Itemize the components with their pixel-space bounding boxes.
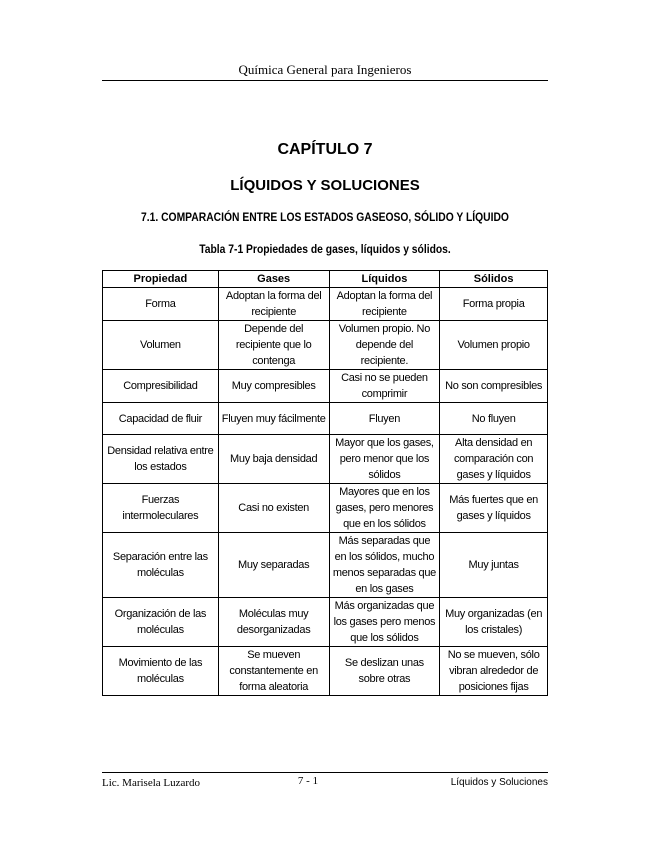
table-cell: Forma propia <box>440 288 548 321</box>
table-cell: Depende del recipiente que lo contenga <box>218 321 329 370</box>
chapter-number: CAPÍTULO 7 <box>277 141 373 158</box>
table-cell: Se mueven constantemente en forma aleatoria <box>218 647 329 696</box>
table-row <box>103 435 548 484</box>
table-cell: Más organizadas que los gases pero menos que los sólidos <box>329 598 440 647</box>
table-cell: No fluyen <box>440 403 548 435</box>
table-cell: Capacidad de fluir <box>103 403 219 435</box>
table-cell: Más fuertes que en gases y líquidos <box>440 484 548 533</box>
table-row <box>103 403 548 435</box>
table-row <box>103 321 548 370</box>
chapter-title: LÍQUIDOS Y SOLUCIONES <box>230 177 420 194</box>
table-cell: Muy organizadas (en los cristales) <box>440 598 548 647</box>
table-caption: Tabla 7-1 Propiedades de gases, líquidos y sólidos. <box>199 242 451 256</box>
table-row <box>103 533 548 598</box>
table-cell: Se deslizan unas sobre otras <box>329 647 440 696</box>
table-row <box>103 647 548 696</box>
table-row <box>103 598 548 647</box>
table-cell: Separación entre las moléculas <box>103 533 219 598</box>
table-cell: Forma <box>103 288 219 321</box>
header-cell: Gases <box>218 271 329 288</box>
table-cell: Adoptan la forma del recipiente <box>329 288 440 321</box>
section-heading: 7.1. COMPARACIÓN ENTRE LOS ESTADOS GASEOSO, SÓLIDO Y LÍQUIDO <box>141 210 509 224</box>
properties-table <box>102 270 548 696</box>
table-cell: Muy separadas <box>218 533 329 598</box>
table-cell: Casi no existen <box>218 484 329 533</box>
header-rule <box>102 80 548 81</box>
table-cell: Fluyen <box>329 403 440 435</box>
header-cell: Sólidos <box>440 271 548 288</box>
table-cell: Mayor que los gases, pero menor que los sólidos <box>329 435 440 484</box>
table-cell: Volumen <box>103 321 219 370</box>
table-cell: Fuerzas intermoleculares <box>103 484 219 533</box>
table-cell: No son compresibles <box>440 370 548 403</box>
table-cell: Densidad relativa entre los estados <box>103 435 219 484</box>
table-cell: Moléculas muy desorganizadas <box>218 598 329 647</box>
footer-rule <box>102 772 548 773</box>
table-cell: Alta densidad en comparación con gases y líquidos <box>440 435 548 484</box>
table-cell: Casi no se pueden comprimir <box>329 370 440 403</box>
table-cell: Compresibilidad <box>103 370 219 403</box>
page-number: 7 - 1 <box>297 775 319 787</box>
table-cell: No se mueven, sólo vibran alrededor de posiciones fijas <box>440 647 548 696</box>
table-cell: Muy compresibles <box>218 370 329 403</box>
footer-author: Lic. Marisela Luzardo <box>102 777 201 789</box>
footer-chapter-name: Líquidos y Soluciones <box>450 777 548 788</box>
table-row <box>103 370 548 403</box>
header-cell: Líquidos <box>329 271 440 288</box>
table-cell: Muy juntas <box>440 533 548 598</box>
table-cell: Volumen propio <box>440 321 548 370</box>
table-cell: Movimiento de las moléculas <box>103 647 219 696</box>
table-cell: Muy baja densidad <box>218 435 329 484</box>
table-cell: Más separadas que en los sólidos, mucho menos separadas que en los gases <box>329 533 440 598</box>
table-row <box>103 484 548 533</box>
table-cell: Mayores que en los gases, pero menores que en los sólidos <box>329 484 440 533</box>
table-cell: Adoptan la forma del recipiente <box>218 288 329 321</box>
table-row <box>103 288 548 321</box>
table-header-row <box>103 271 548 288</box>
table-cell: Organización de las moléculas <box>103 598 219 647</box>
header-cell: Propiedad <box>103 271 219 288</box>
table-cell: Fluyen muy fácilmente <box>218 403 329 435</box>
running-header: Química General para Ingenieros <box>238 62 412 77</box>
table-cell: Volumen propio. No depende del recipiente. <box>329 321 440 370</box>
